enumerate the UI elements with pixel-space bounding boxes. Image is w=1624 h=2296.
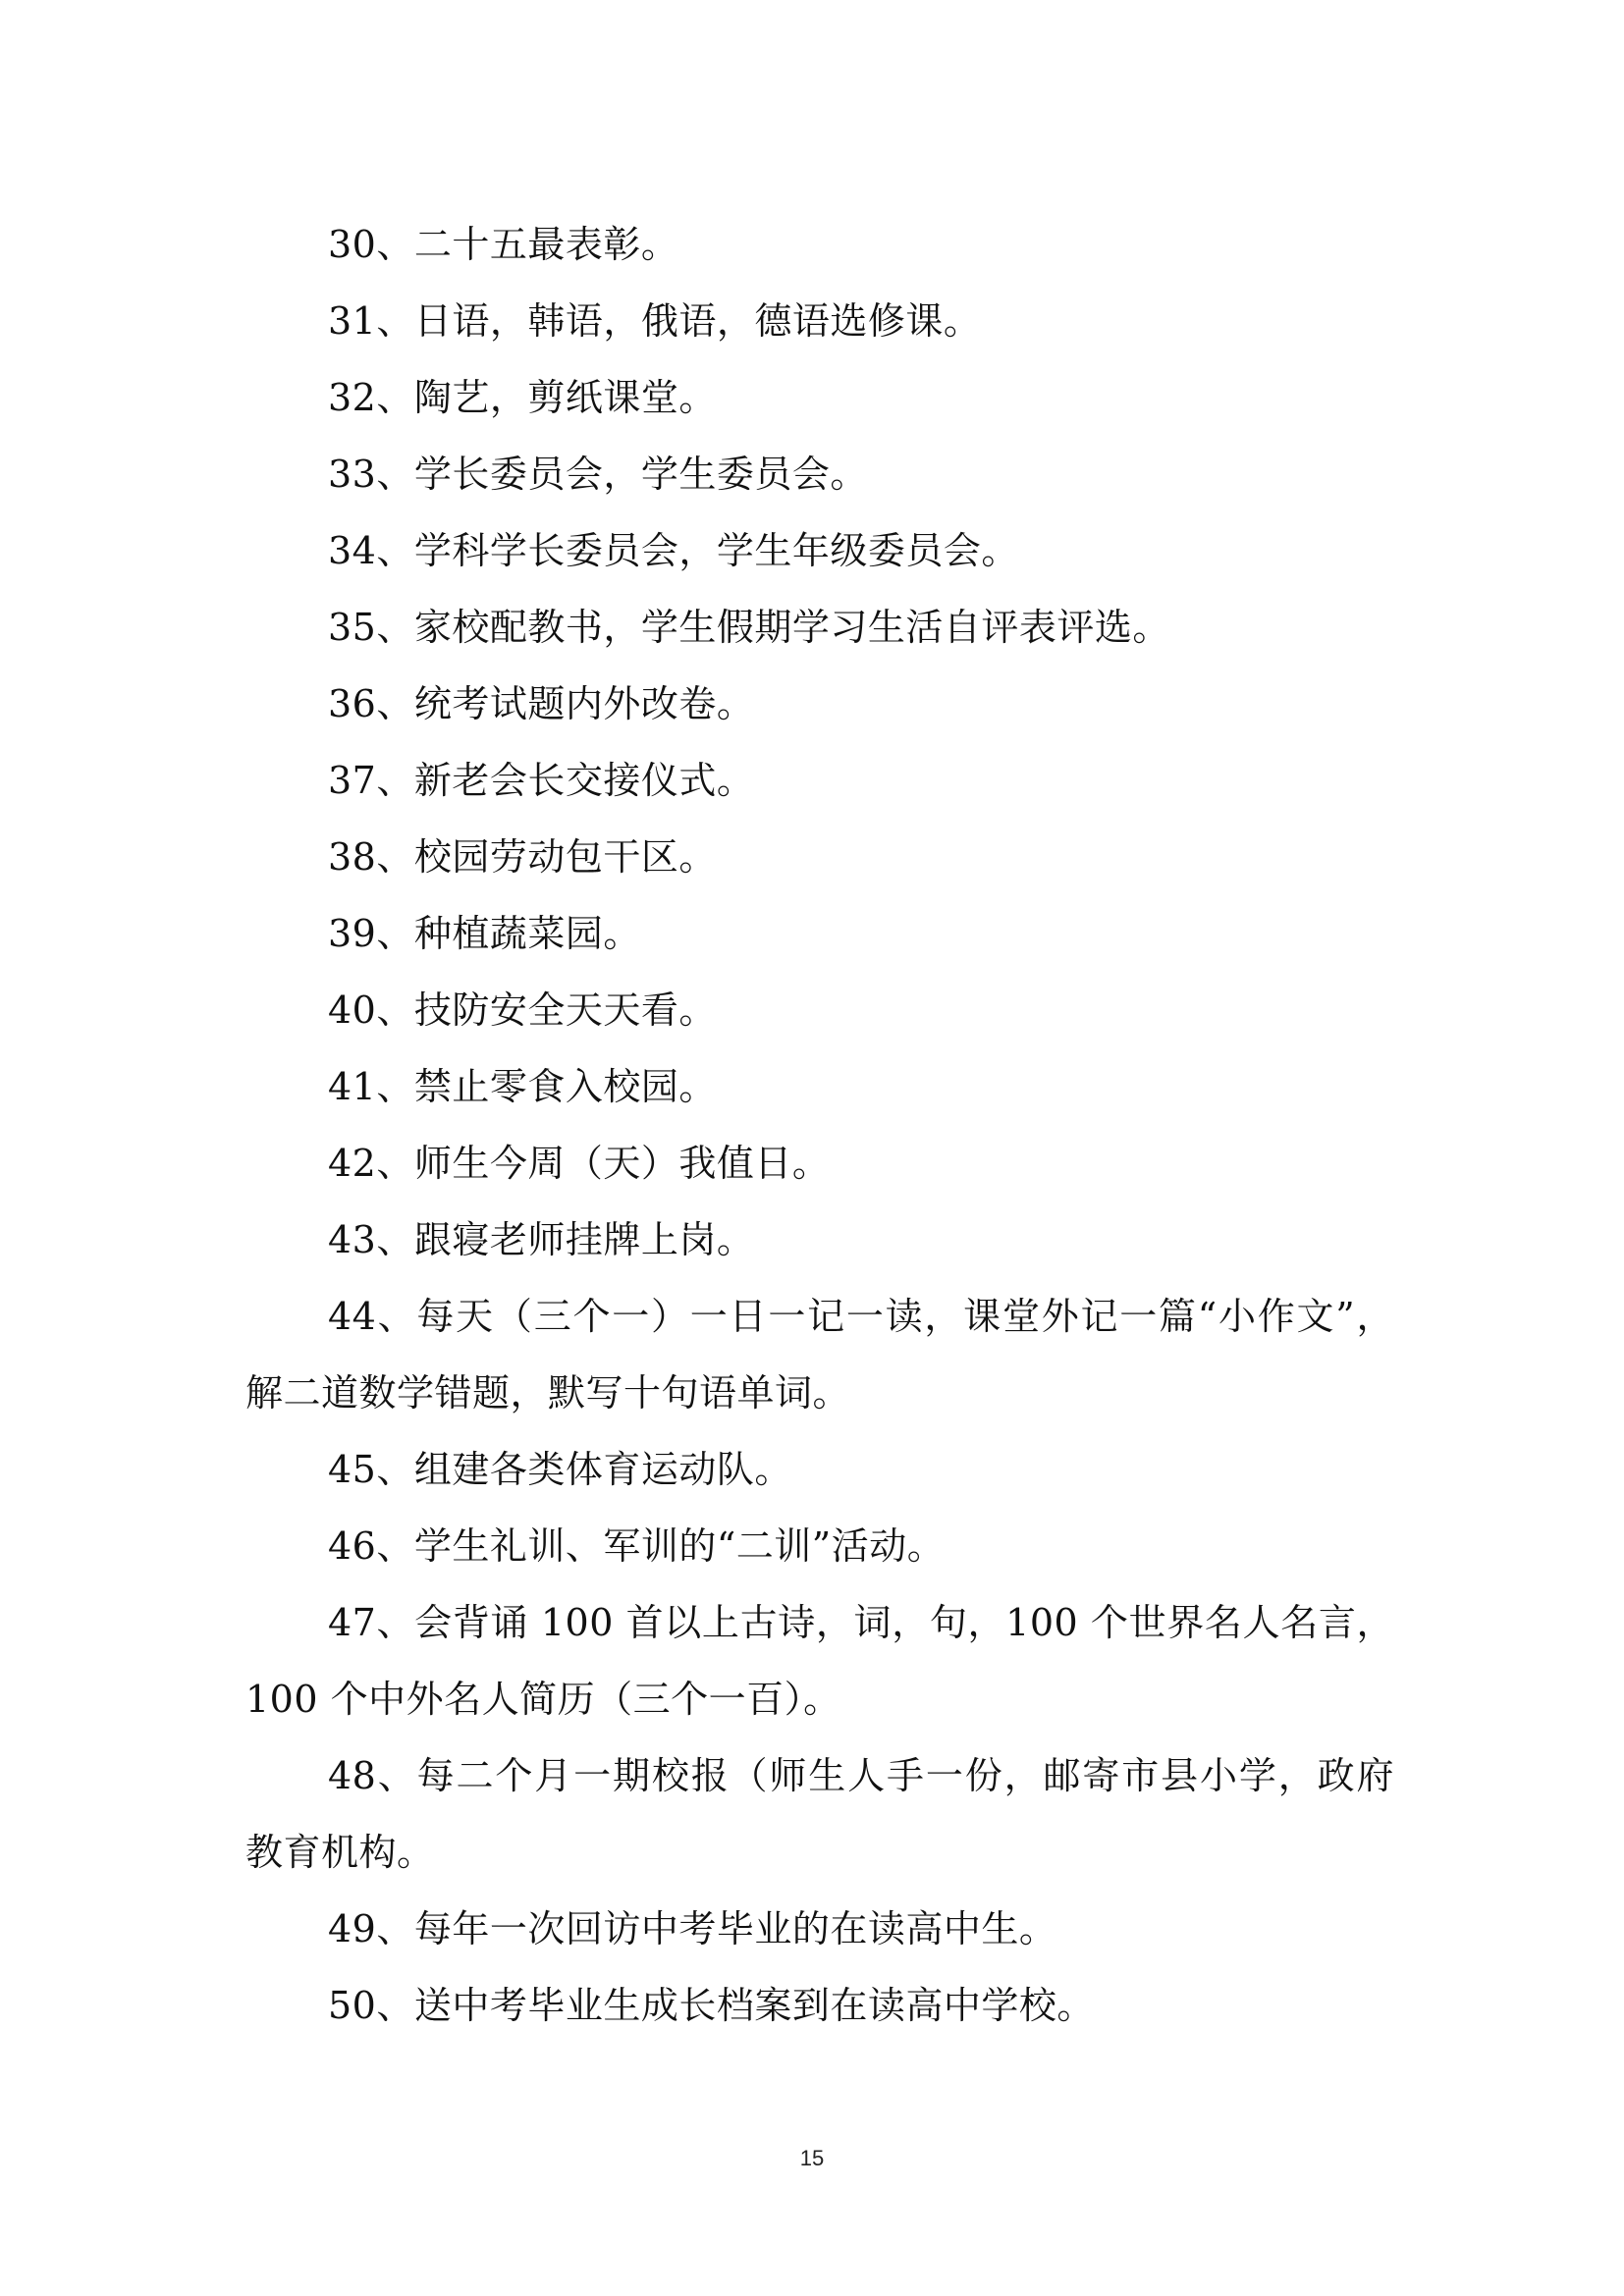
list-item: 30、二十五最表彰。 <box>328 223 679 266</box>
list-item: 45、组建各类体育运动队。 <box>328 1448 792 1491</box>
list-item: 36、统考试题内外改卷。 <box>328 682 755 725</box>
list-item: 49、每年一次回访中考毕业的在读高中生。 <box>328 1907 1057 1950</box>
numbered-list <box>245 206 1394 2044</box>
list-item: 38、校园劳动包干区。 <box>328 835 717 879</box>
list-item: 50、送中考毕业生成长档案到在读高中学校。 <box>328 1984 1095 2027</box>
list-item: 48、每二个月一期校报（师生人手一份，邮寄市县小学，政府教育机构。 <box>245 1754 1394 1874</box>
list-item: 34、学科学长委员会，学生年级委员会。 <box>328 529 1019 572</box>
list-item: 39、种植蔬菜园。 <box>328 912 641 955</box>
list-item: 42、师生今周（天）我值日。 <box>328 1142 831 1185</box>
list-item: 40、技防安全天天看。 <box>328 988 717 1032</box>
list-item: 47、会背诵 100 首以上古诗，词，句，100 个世界名人名言，100 个中外名人简历（三个一百）。 <box>245 1601 1394 1721</box>
list-item: 35、家校配教书，学生假期学习生活自评表评选。 <box>328 606 1170 649</box>
list-item: 32、陶艺，剪纸课堂。 <box>328 376 717 419</box>
list-item: 43、跟寝老师挂牌上岗。 <box>328 1218 755 1261</box>
list-item: 33、学长委员会，学生委员会。 <box>328 453 868 496</box>
list-item: 41、禁止零食入校园。 <box>328 1065 717 1108</box>
list-item: 44、每天（三个一）一日一记一读，课堂外记一篇“小作文”，解二道数学错题，默写十句语单词。 <box>245 1295 1394 1415</box>
list-item: 37、新老会长交接仪式。 <box>328 759 755 802</box>
page-number: 15 <box>799 2146 825 2170</box>
list-item: 31、日语，韩语，俄语，德语选修课。 <box>328 299 982 343</box>
list-item: 46、学生礼训、军训的“二训”活动。 <box>328 1524 946 1568</box>
